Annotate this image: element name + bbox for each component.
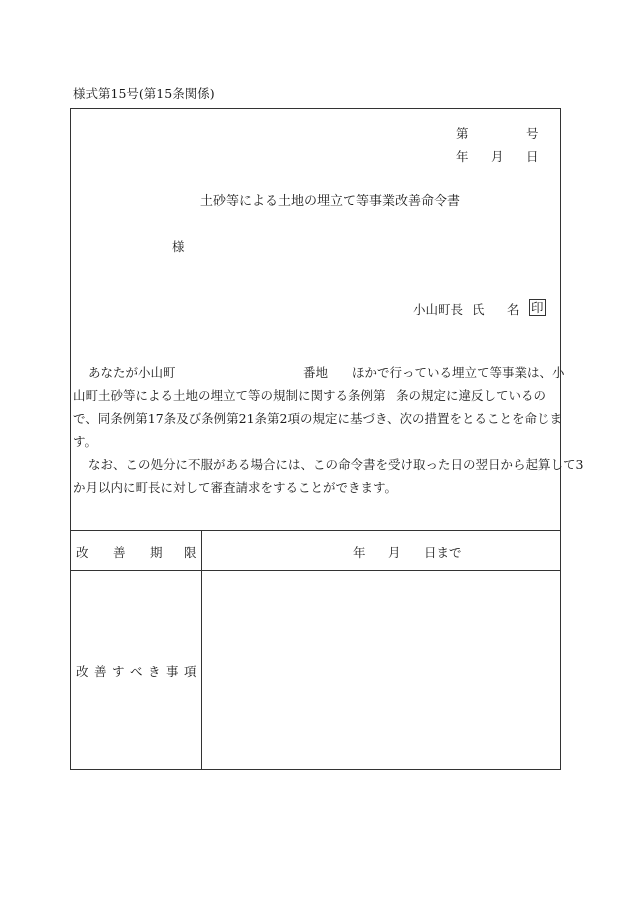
deadline-year: 年 bbox=[353, 545, 366, 560]
row1-label-char: 期 bbox=[150, 545, 163, 560]
body-line1-a: あなたが小山町 bbox=[88, 365, 176, 380]
deadline-month: 月 bbox=[388, 545, 401, 560]
number-suffix: 号 bbox=[526, 126, 539, 141]
row2-label-char: 項 bbox=[184, 664, 197, 679]
issuer-name-label-2: 名 bbox=[507, 302, 520, 317]
form-caption: 様式第15号(第15条関係) bbox=[73, 86, 215, 101]
row2-label-char: 事 bbox=[166, 664, 179, 679]
body-line6: か月以内に町長に対して審査請求をすることができます。 bbox=[73, 480, 398, 495]
table-row-divider bbox=[70, 570, 561, 571]
row2-label-char: す bbox=[112, 664, 125, 679]
row2-label-char: 改 bbox=[76, 664, 89, 679]
date-year: 年 bbox=[456, 149, 469, 164]
table-top-border bbox=[70, 530, 561, 531]
seal-mark: 印 bbox=[531, 300, 544, 315]
body-line5: なお、この処分に不服がある場合には、この命令書を受け取った日の翌日から起算して3 bbox=[88, 457, 584, 472]
issuer-name-label-1: 氏 bbox=[472, 302, 485, 317]
table-column-divider bbox=[201, 530, 202, 769]
row1-label-char: 善 bbox=[113, 545, 126, 560]
number-prefix: 第 bbox=[456, 126, 469, 141]
issuer-title: 小山町長 bbox=[413, 302, 464, 317]
row1-label-char: 限 bbox=[184, 545, 197, 560]
body-line2-b: 条の規定に違反しているの bbox=[396, 388, 547, 403]
row1-label-char: 改 bbox=[76, 545, 89, 560]
addressee-honorific: 様 bbox=[172, 239, 185, 254]
body-line2-a: 山町土砂等による土地の埋立て等の規制に関する条例第 bbox=[73, 388, 386, 403]
document-title: 土砂等による土地の埋立て等事業改善命令書 bbox=[200, 194, 461, 209]
row2-label-char: 善 bbox=[94, 664, 107, 679]
body-line1-c: ほかで行っている埋立て等事業は、小 bbox=[352, 365, 565, 380]
deadline-until: 日まで bbox=[424, 545, 462, 560]
body-line3: で、同条例第17条及び条例第21条第2項の規定に基づき、次の措置をとることを命じま bbox=[73, 411, 563, 426]
date-month: 月 bbox=[491, 149, 504, 164]
date-day: 日 bbox=[526, 149, 539, 164]
body-line4: す。 bbox=[73, 434, 98, 449]
row2-label-char: べ bbox=[130, 664, 143, 679]
body-line1-b: 番地 bbox=[303, 365, 329, 380]
row2-label-char: き bbox=[148, 664, 161, 679]
